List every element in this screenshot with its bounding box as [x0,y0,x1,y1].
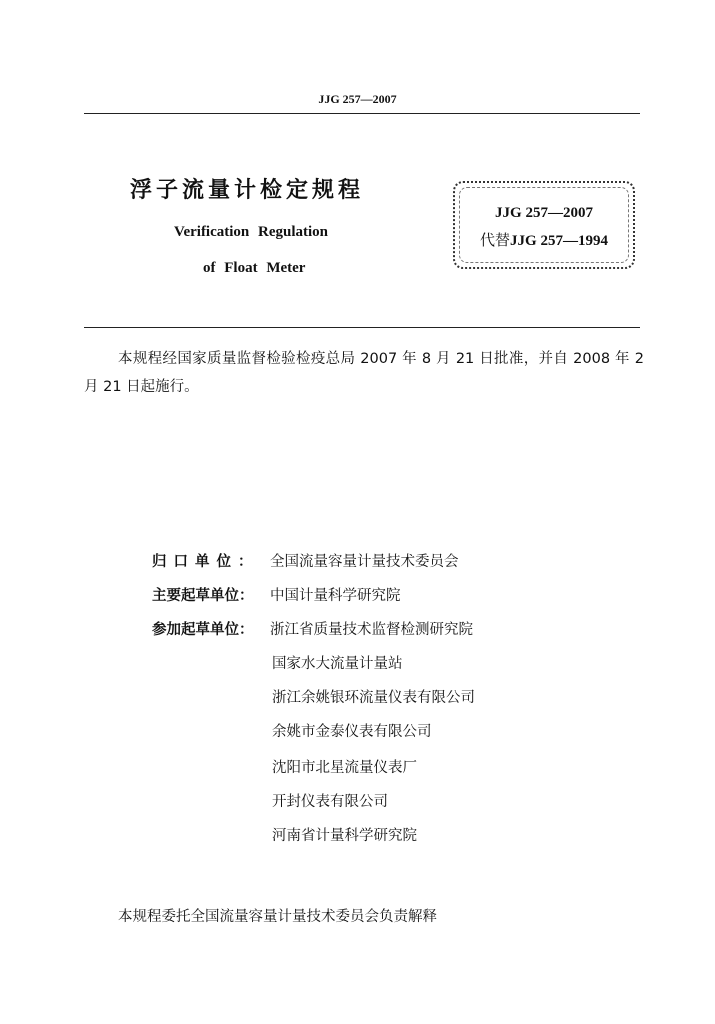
responsible-unit-value: 全国流量容量计量技术委员会 [270,554,459,570]
header-rule [84,113,640,114]
main-drafter-label: 主要起草单位： [152,588,254,604]
participating-drafter-row [152,618,473,639]
standard-code-box [453,181,635,269]
replaces-prefix: 代替 [480,233,511,249]
running-header-code: JJG 257—2007 [318,92,397,106]
code-box-inner-border [459,187,629,263]
interpretation-note: 本规程委托全国流量容量计量技术委员会负责解释 [118,909,437,925]
participating-drafter-item: 河南省计量科学研究院 [272,828,417,844]
title-english-line1: Verification Regulation [174,224,329,240]
participating-drafter-item: 沈阳市北星流量仪表厂 [272,760,417,776]
participating-drafter-item: 浙江余姚银环流量仪表有限公司 [272,690,475,706]
responsible-unit-row [152,550,459,571]
approval-paragraph: 本规程经国家质量监督检验检疫总局 2007 年 8 月 21 日批准，并自 2008 年 2 月 21 日起施行。 [84,351,644,395]
participating-drafter-value: 浙江省质量技术监督检测研究院 [270,622,473,638]
participating-drafter-item: 开封仪表有限公司 [272,794,388,810]
replaced-code: JJG 257—1994 [510,233,608,249]
standard-code: JJG 257—2007 [495,205,593,221]
title-chinese: 浮子流量计检定规程 [130,178,365,203]
main-drafter-value: 中国计量科学研究院 [270,588,401,604]
main-drafter-row [152,584,401,605]
title-english-line2: of Float Meter [203,260,306,276]
replaces-line [455,229,633,250]
responsible-unit-label: 归口单位： [152,554,260,570]
participating-drafter-label: 参加起草单位： [152,622,254,638]
participating-drafter-item: 国家水大流量计量站 [272,656,403,672]
title-divider-rule [84,327,640,328]
participating-drafter-item: 余姚市金泰仪表有限公司 [272,724,432,740]
